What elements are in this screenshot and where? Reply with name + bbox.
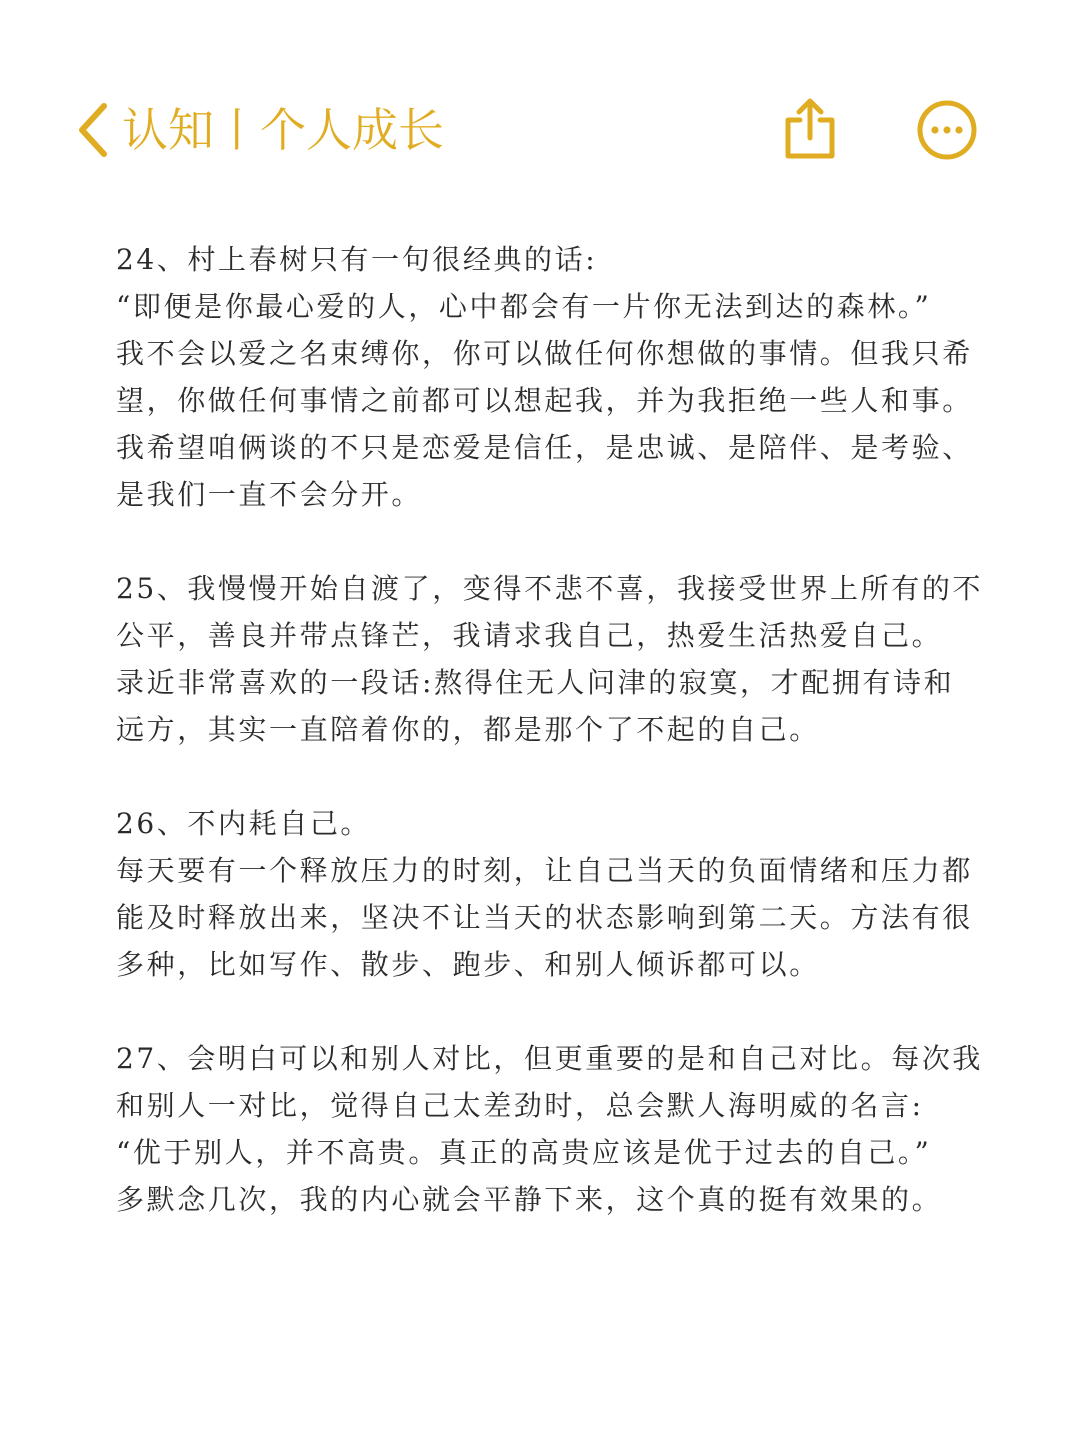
back-button[interactable]: [72, 98, 116, 162]
text-line: 多默念几次，我的内心就会平静下来，这个真的挺有效果的。: [116, 1183, 943, 1216]
text-line: 我不会以爱之名束缚你，你可以做任何你想做的事情。但我只希: [116, 337, 973, 370]
text-line: 公平，善良并带点锋芒，我请求我自己，热爱生活热爱自己。: [116, 619, 943, 652]
more-button[interactable]: [915, 98, 979, 162]
share-icon: [780, 96, 840, 162]
text-line: 远方，其实一直陪着你的，都是那个了不起的自己。: [116, 713, 820, 746]
text-line: 我希望咱俩谈的不只是恋爱是信任，是忠诚、是陪伴、是考验、: [116, 431, 973, 464]
text-line: 录近非常喜欢的一段话:熬得住无人问津的寂寞，才配拥有诗和: [116, 666, 955, 699]
text-line: 25、我慢慢开始自渡了，变得不悲不喜，我接受世界上所有的不: [116, 572, 984, 605]
text-line: 望，你做任何事情之前都可以想起我，并为我拒绝一些人和事。: [116, 384, 973, 417]
top-navigation-bar: [0, 80, 1080, 180]
text-line: 多种，比如写作、散步、跑步、和别人倾诉都可以。: [116, 948, 820, 981]
text-line: 每天要有一个释放压力的时刻，让自己当天的负面情绪和压力都: [116, 854, 973, 887]
text-line: 24、村上春树只有一句很经典的话:: [116, 243, 598, 276]
text-line: 26、不内耗自己。: [116, 807, 372, 840]
paragraph-25: [116, 565, 984, 753]
text-line: “即便是你最心爱的人，心中都会有一片你无法到达的森林。”: [116, 290, 932, 323]
text-line: “优于别人，并不高贵。真正的高贵应该是优于过去的自己。”: [116, 1136, 932, 1169]
paragraph-24: [116, 236, 973, 518]
paragraph-26: [116, 800, 973, 988]
text-line: 和别人一对比，觉得自己太差劲时，总会默人海明威的名言:: [116, 1089, 924, 1122]
article-body: [116, 236, 984, 1270]
text-line: 能及时释放出来，坚决不让当天的状态影响到第二天。方法有很: [116, 901, 973, 934]
text-line: 是我们一直不会分开。: [116, 478, 423, 511]
page-title: 认知丨个人成长: [122, 103, 444, 157]
more-icon: [915, 98, 979, 162]
chevron-left-icon: [72, 98, 116, 162]
text-line: 27、会明白可以和别人对比，但更重要的是和自己对比。每次我: [116, 1042, 984, 1075]
paragraph-27: [116, 1035, 984, 1223]
share-button[interactable]: [780, 96, 840, 162]
